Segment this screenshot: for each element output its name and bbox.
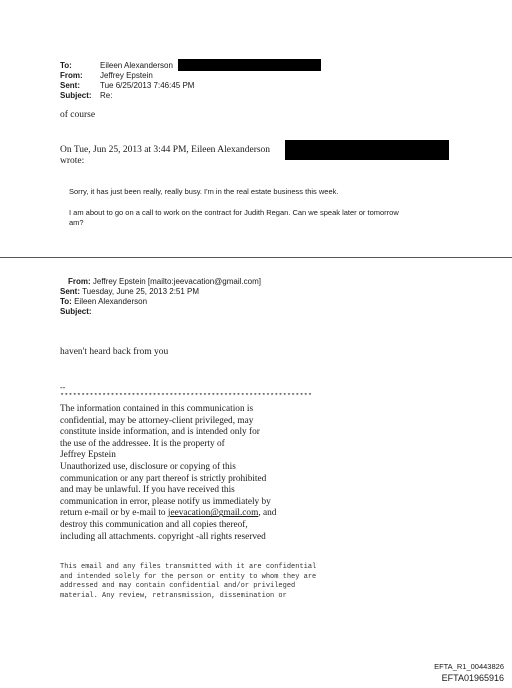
sent-line <box>60 287 199 296</box>
legal-line: communication in error, please notify us immediately by <box>60 496 271 507</box>
to-label: To: <box>60 297 72 306</box>
stars-separator: ************************************************************ <box>60 393 313 401</box>
from-value: Jeffrey Epstein <box>100 71 153 80</box>
page-divider <box>0 257 512 258</box>
legal-line: confidential, may be attorney-client privileged, may <box>60 415 254 426</box>
bates-number-primary: EFTA_R1_00443826 <box>434 662 504 671</box>
subject-value: Re: <box>100 91 113 100</box>
legal-line: and may be unlawful. If you have received this <box>60 485 235 496</box>
to-value: Eileen Alexanderson <box>100 61 173 70</box>
email-link[interactable]: jeevacation@gmail.com <box>173 277 259 286</box>
legal-line: The information contained in this communication is <box>60 404 254 414</box>
mono-line: and intended solely for the person or entity to whom they are <box>60 572 317 581</box>
subject-label: Subject: <box>60 91 92 100</box>
subject-label: Subject: <box>60 307 92 316</box>
email-link[interactable]: jeevacation@gmail.com <box>167 508 259 519</box>
to-label: To: <box>60 61 72 70</box>
sent-value: Tue 6/25/2013 7:46:45 PM <box>100 81 195 90</box>
legal-line: including all attachments. copyright -all rights reserved <box>60 531 266 542</box>
redaction-box <box>285 140 449 160</box>
from-value: Jeffrey Epstein [mailto: <box>92 277 174 286</box>
email-body: of course <box>60 110 96 120</box>
mono-line: material. Any review, retransmission, dissemination or <box>60 591 287 600</box>
from-label: From: <box>60 71 83 80</box>
legal-line: the use of the addressee. It is the property of <box>60 438 225 449</box>
redaction-box <box>178 59 321 71</box>
bates-number-secondary: EFTA01965916 <box>441 673 504 683</box>
legal-line: Jeffrey Epstein <box>60 450 116 461</box>
legal-line: communication or any part thereof is strictly prohibited <box>60 473 267 484</box>
to-value: Eileen Alexanderson <box>74 297 148 306</box>
quote-attribution: On Tue, Jun 25, 2013 at 3:44 PM, Eileen Alexanderson <box>60 145 271 155</box>
signature-dash: -- <box>60 383 66 392</box>
from-label: From: <box>68 277 91 286</box>
legal-line: destroy this communication and all copies thereof, <box>60 519 248 530</box>
mono-line: This email and any files transmitted with it are confidential <box>60 563 317 571</box>
email-body: haven't heard back from you <box>60 347 169 357</box>
mono-line: addressed and may contain confidential and/or privileged <box>60 582 296 591</box>
from-tail: ] <box>258 277 261 286</box>
legal-line: Unauthorized use, disclosure or copying of this <box>60 461 236 472</box>
quoted-paragraph: I am about to go on a call to work on the contract for Judith Regan. Can we speak later or tomorrow <box>69 208 399 217</box>
legal-text: return e-mail or by e-mail to <box>60 508 168 519</box>
sent-value: Tuesday, June 25, 2013 2:51 PM <box>82 287 200 296</box>
quoted-paragraph: am? <box>69 218 84 227</box>
legal-line <box>60 508 360 520</box>
legal-line: constitute inside information, and is intended only for <box>60 427 260 438</box>
legal-disclaimer <box>60 404 360 543</box>
sent-label: Sent: <box>60 287 80 296</box>
quoted-paragraph: Sorry, it has just been really, really busy. I'm in the real estate business this week. <box>69 187 339 196</box>
sent-label: Sent: <box>60 81 80 90</box>
confidentiality-notice <box>60 563 316 601</box>
from-line <box>68 277 261 286</box>
to-line <box>60 297 147 306</box>
quote-wrote: wrote: <box>60 156 85 166</box>
legal-text: , and <box>258 508 277 519</box>
